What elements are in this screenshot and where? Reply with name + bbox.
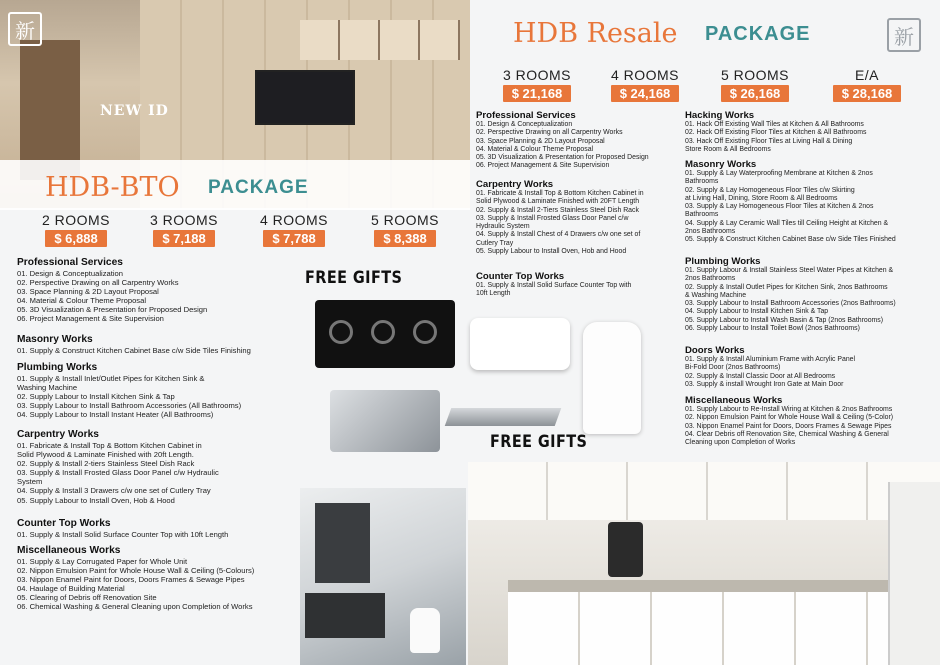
bto-carpentry-works: Carpentry Works 01. Fabricate & Install Top & Bottom Kitchen Cabinet in Solid Plywood & Laminate Finished with 20ft Length. 02. Supply & Install 2-tiers Stainless Steel Dish Rack 03. Supply & Install Frosted Glass Door Panel c/w Hydraulic System 04. Supply & Install 3 Drawers c/w one set of Cutlery Tray 05. Supply Labour to Install Oven, Hob & Hood: [17, 429, 219, 505]
photo-logo-text: NEW ID: [100, 103, 169, 119]
bathroom-photo: [300, 488, 466, 665]
resale-plumbing-works: Plumbing Works 01. Supply Labour & Install Stainless Steel Water Pipes at Kitchen & 2nos Bathrooms 02. Supply & Install Outlet Pipes for Kitchen Sink, 2nos Bathrooms & Washing Machine 03. Supply Labour to Install Bathroom Accessories (2nos Bathrooms) 04. Supply Labour to Install Kitchen Sink & Tap 05. Supply Labour to Install Wash Basin & Tap (2nos Bathrooms) 06. Supply Labour to Install Toilet Bowl (2nos Bathrooms): [685, 256, 896, 333]
bto-title: HDB-BTO: [45, 172, 180, 203]
price-tag: $ 26,168: [721, 85, 790, 102]
price-tag: $ 28,168: [833, 85, 902, 102]
resale-room-4: 4 ROOMS $ 24,168: [610, 67, 680, 101]
resale-title: HDB Resale: [513, 18, 678, 49]
resale-miscellaneous-works: Miscellaneous Works 01. Supply Labour to Re-Install Wiring at Kitchen & 2nos Bathrooms 02. Nippon Emulsion Paint for Whole House Wall & Ceiling (5-Color) 03. Nippon Enamel Paint for Doors, Doors Frames & Sewage Pipes 04. Clear Debris off Renovation Site, Chemical Washing & General Cleaning upon Completion of Works: [685, 395, 894, 447]
kitchen-photo: [468, 462, 940, 665]
resale-counter-top-works: Counter Top Works 01. Supply & Install Solid Surface Counter Top with 10ft Length: [476, 271, 632, 298]
bto-room-3: 3 ROOMS $ 7,188: [149, 212, 219, 246]
bto-masonry-works: Masonry Works 01. Supply & Construct Kitchen Cabinet Base c/w Side Tiles Finishing: [17, 334, 251, 355]
bto-room-5: 5 ROOMS $ 8,388: [370, 212, 440, 246]
bto-professional-services: Professional Services 01. Design & Conceptualization 02. Perspective Drawing on all Carpentry Works 03. Space Planning & 2D Layout Proposal 04. Material & Colour Theme Proposal 05. 3D Visualization & Presentation for Proposed Design 06. Project Management & Site Supervision: [17, 257, 208, 324]
bto-room-2: 2 ROOMS $ 6,888: [41, 212, 111, 246]
bto-room-4: 4 ROOMS $ 7,788: [259, 212, 329, 246]
brand-badge-icon-right: 新: [887, 18, 921, 52]
resale-hacking-works: Hacking Works 01. Hack Off Existing Wall Tiles at Kitchen & All Bathrooms 02. Hack Off Existing Floor Tiles at Kitchen & All Bathrooms 03. Hack Off Existing Floor Tiles at Living Hall & Dining Store Room & All Bedrooms: [685, 110, 867, 153]
free-gifts-label-bottom: FREE GIFTS: [490, 432, 588, 452]
price-tag: $ 24,168: [611, 85, 680, 102]
toilet-bowl-icon: [583, 322, 641, 434]
resale-room-5: 5 ROOMS $ 26,168: [720, 67, 790, 101]
free-gifts-label-top: FREE GIFTS: [305, 268, 403, 288]
resale-package-label: PACKAGE: [705, 23, 811, 45]
resale-carpentry-works: Carpentry Works 01. Fabricate & Install Top & Bottom Kitchen Cabinet in Solid Plywood & Laminate Finished with 20FT Length 02. Supply & Install 2-Tiers Stainless Steel Dish Rack 03. Supply & Install Frosted Glass Door Panel c/w Hydraulic System 04. Supply & Install Chest of 4 Drawers c/w one set of Cutlery Tray 05. Supply Labour to Install Oven, Hob and Hood: [476, 179, 644, 256]
brand-badge-icon: 新: [8, 12, 42, 46]
kitchen-sink-icon: [330, 390, 440, 452]
bto-counter-top-works: Counter Top Works 01. Supply & Install Solid Surface Counter Top with 10ft Length: [17, 518, 229, 539]
resale-professional-services: Professional Services 01. Design & Conceptualization 02. Perspective Drawing on all Carpentry Works 03. Space Planning & 2D Layout Proposal 04. Material & Colour Theme Proposal 05. 3D Visualization & Presentation for Proposed Design 06. Project Management & Site Supervision: [476, 110, 649, 170]
cooker-hood-icon: [445, 408, 562, 426]
gas-hob-icon: [315, 300, 455, 368]
price-tag: $ 8,388: [374, 230, 435, 247]
bto-package-label: PACKAGE: [208, 177, 309, 198]
resale-room-ea: E/A $ 28,168: [820, 67, 914, 103]
bto-miscellaneous-works: Miscellaneous Works 01. Supply & Lay Corrugated Paper for Whole Unit 02. Nippon Emulsion Paint for Whole House Wall & Ceiling (5-Colours) 03. Nippon Enamel Paint for Doors, Doors Frames & Sewage Pipes 04. Haulage of Building Material 05. Clearing of Debris off Renovation Site 06. Chemical Washing & General Cleaning upon Completion of Works: [17, 545, 255, 612]
price-tag: $ 7,188: [153, 230, 214, 247]
price-tag: $ 21,168: [503, 85, 572, 102]
resale-masonry-works: Masonry Works 01. Supply & Lay Waterproofing Membrane at Kitchen & 2nos Bathrooms 02. Supply & Lay Homogeneous Floor Tiles c/w Skirting at Living Hall, Dining, Store Room & All Bedrooms 03. Supply & Lay Homogeneous Floor Tiles at Kitchen & 2nos Bathrooms 04. Supply & Lay Ceramic Wall Tiles till Ceiling Height at Kitchen & 2nos Bathrooms 05. Supply & Construct Kitchen Cabinet Base c/w Side Tiles Finished: [685, 159, 896, 244]
price-tag: $ 7,788: [263, 230, 324, 247]
bto-plumbing-works: Plumbing Works 01. Supply & Install Inlet/Outlet Pipes for Kitchen Sink & Washing Machine 02. Supply Labour to Install Kitchen Sink & Tap 03. Supply Labour to Install Bathroom Accessories (All Bathrooms) 04. Supply Labour to Install Instant Heater (All Bathrooms): [17, 362, 242, 420]
wash-basin-icon: [470, 318, 570, 370]
resale-room-3: 3 ROOMS $ 21,168: [502, 67, 572, 101]
resale-doors-works: Doors Works 01. Supply & Install Aluminium Frame with Acrylic Panel Bi-Fold Door (2nos Bathrooms) 02. Supply & Install Classic Door at All Bedrooms 03. Supply & install Wrought Iron Gate at Main Door: [685, 345, 856, 388]
price-tag: $ 6,888: [45, 230, 106, 247]
